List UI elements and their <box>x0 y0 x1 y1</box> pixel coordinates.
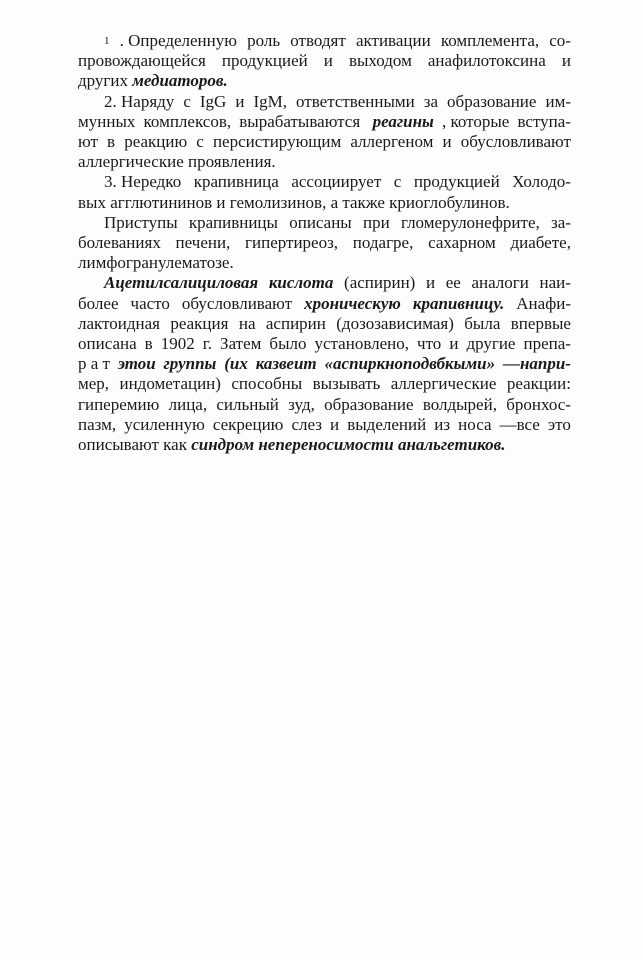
text-line <box>78 415 571 435</box>
word: продукцией <box>221 51 308 71</box>
word: при <box>363 212 390 232</box>
word: в <box>144 334 153 354</box>
word: им- <box>545 91 571 111</box>
word: лица, <box>168 394 208 414</box>
text-line <box>78 172 571 192</box>
word: сахарном <box>428 233 496 253</box>
word: комплексов, <box>143 111 232 131</box>
word: со- <box>549 31 571 50</box>
word: гломерулонефрите, <box>400 212 540 232</box>
word: гипертиреоз, <box>245 233 339 253</box>
paragraph-p3 <box>78 172 571 212</box>
document-page <box>78 31 571 455</box>
word: впервые <box>510 313 571 333</box>
text-line <box>78 294 571 314</box>
word: болеваниях <box>78 233 161 253</box>
word: гиперемию <box>78 394 160 414</box>
word: образование <box>447 91 537 111</box>
text-line <box>78 71 571 91</box>
word: 3. Нередко <box>104 172 182 192</box>
text-line <box>78 354 571 374</box>
word: медиаторов. <box>132 71 228 91</box>
word: активации <box>355 31 431 50</box>
word: вступа- <box>517 111 571 131</box>
word: мунных <box>78 111 136 131</box>
word: ассоциирует <box>291 172 382 192</box>
word: бронхос- <box>506 394 571 414</box>
word: . Определенную <box>119 31 237 50</box>
paragraph-p5 <box>78 273 571 455</box>
word: хроническую <box>304 293 401 313</box>
text-line <box>78 213 571 233</box>
word: крапивницу. <box>412 293 505 313</box>
word: синдром непереносимости анальгетиков. <box>191 435 506 455</box>
word: вырабатываются <box>239 111 365 131</box>
text-line <box>78 193 571 213</box>
word: р а т <box>78 354 110 374</box>
word: волдырей, <box>422 394 497 414</box>
word: (их <box>224 354 248 374</box>
text-line <box>78 374 571 394</box>
word: и <box>235 91 245 111</box>
word: препа- <box>523 334 571 354</box>
word: часто <box>130 293 170 313</box>
text-line <box>78 334 571 354</box>
paragraph-p2 <box>78 92 571 173</box>
word: обусловливают <box>181 293 293 313</box>
paragraph-p1 <box>78 31 571 92</box>
word: г. <box>202 334 213 354</box>
word: Ацетилсалициловая <box>104 273 259 293</box>
word: зуд, <box>288 394 315 414</box>
word: слез <box>291 414 322 434</box>
word: продукцией <box>413 172 500 192</box>
word: аналоги <box>471 273 529 293</box>
word: носа <box>458 414 492 434</box>
word: аллергические <box>390 374 497 394</box>
word: была <box>464 313 501 333</box>
text-line <box>78 132 571 152</box>
word: выходом <box>348 51 412 71</box>
paragraph-p4 <box>78 213 571 274</box>
word: и <box>561 51 571 71</box>
word: описывают как <box>78 435 192 455</box>
word: выделений <box>347 414 427 434</box>
word: крапивницы <box>188 212 278 232</box>
word: ее <box>445 273 461 293</box>
text-line <box>78 31 571 51</box>
word: Анафи- <box>516 293 571 313</box>
word: ют <box>78 132 98 152</box>
word: реакции: <box>506 374 571 394</box>
word: реакцию <box>124 132 188 152</box>
word: IgM, <box>253 91 287 111</box>
word: провождающейся <box>78 51 206 71</box>
word: казвеит <box>255 354 317 374</box>
word: аллергеном <box>350 132 434 152</box>
word: и <box>425 273 436 293</box>
word: другие <box>466 334 516 354</box>
text-line <box>78 314 571 334</box>
text-line <box>78 152 571 172</box>
word: этои <box>117 354 156 374</box>
word: Холодо- <box>512 172 571 192</box>
text-line <box>78 435 571 455</box>
text-line <box>78 112 571 132</box>
word: 1902 <box>160 334 195 354</box>
word: это <box>547 414 571 434</box>
word: анафилотоксина <box>427 51 546 71</box>
word: с <box>393 172 402 192</box>
text-line <box>78 233 571 253</box>
word: 2. Наряду <box>104 91 175 111</box>
word: «аспиркноподвбкыми» <box>324 354 496 374</box>
word: , которые <box>441 111 510 131</box>
word: реакция <box>170 313 229 333</box>
word: в <box>107 132 116 152</box>
word: крапивница <box>193 172 279 192</box>
word: с <box>196 132 204 152</box>
word: реагины <box>372 111 434 131</box>
word: диабете, <box>510 233 571 253</box>
word: аллергические проявления. <box>78 152 276 172</box>
text-line <box>78 395 571 415</box>
word: (аспирин) <box>344 273 416 293</box>
word: за <box>423 91 439 111</box>
word: описаны <box>289 212 352 232</box>
text-line <box>78 253 571 273</box>
word: вых агглютининов и гемолизинов, а также криоглобулинов. <box>78 192 510 212</box>
word: комплемента, <box>440 31 540 50</box>
word: образование <box>324 394 414 414</box>
word: усиленную <box>124 414 205 434</box>
word: IgG <box>199 91 227 111</box>
word: и <box>449 334 459 354</box>
word: с <box>183 91 191 111</box>
word: и <box>323 51 333 71</box>
word: обусловливают <box>460 132 571 152</box>
word: Затем <box>220 334 262 354</box>
word: сильный <box>216 394 279 414</box>
word: вызывать <box>312 374 381 394</box>
word: отводят <box>290 31 346 50</box>
word: лимфогранулематозе. <box>78 253 234 273</box>
word: лактоидная <box>78 313 160 333</box>
word: было <box>269 334 307 354</box>
word: печени, <box>175 233 231 253</box>
word: 1 <box>104 35 110 47</box>
text-line <box>78 92 571 112</box>
word: что <box>417 334 442 354</box>
word: способны <box>231 374 303 394</box>
word: —напри- <box>502 354 571 374</box>
word: роль <box>247 31 281 50</box>
word: установлено, <box>314 334 410 354</box>
word: за- <box>551 212 571 232</box>
word: кислота <box>268 273 334 293</box>
word: —все <box>499 414 540 434</box>
word: и <box>442 132 452 152</box>
text-line <box>78 51 571 71</box>
word: ответственными <box>296 91 415 111</box>
word: (дозозависимая) <box>336 313 454 333</box>
word: из <box>434 414 451 434</box>
word: секрецию <box>212 414 284 434</box>
word: персистирующим <box>212 132 342 152</box>
word: на <box>238 313 256 333</box>
word: Приступы <box>104 212 178 232</box>
word: аспирин <box>265 313 326 333</box>
word: индометацин) <box>119 374 221 394</box>
word: описана <box>78 334 137 354</box>
word: более <box>78 293 119 313</box>
word: других <box>78 71 133 91</box>
word: пазм, <box>78 414 117 434</box>
word: группы <box>163 354 217 374</box>
word: мер, <box>78 374 110 394</box>
word: наи- <box>539 273 571 293</box>
word: подагре, <box>352 233 414 253</box>
word: и <box>330 414 340 434</box>
text-line <box>78 273 571 293</box>
